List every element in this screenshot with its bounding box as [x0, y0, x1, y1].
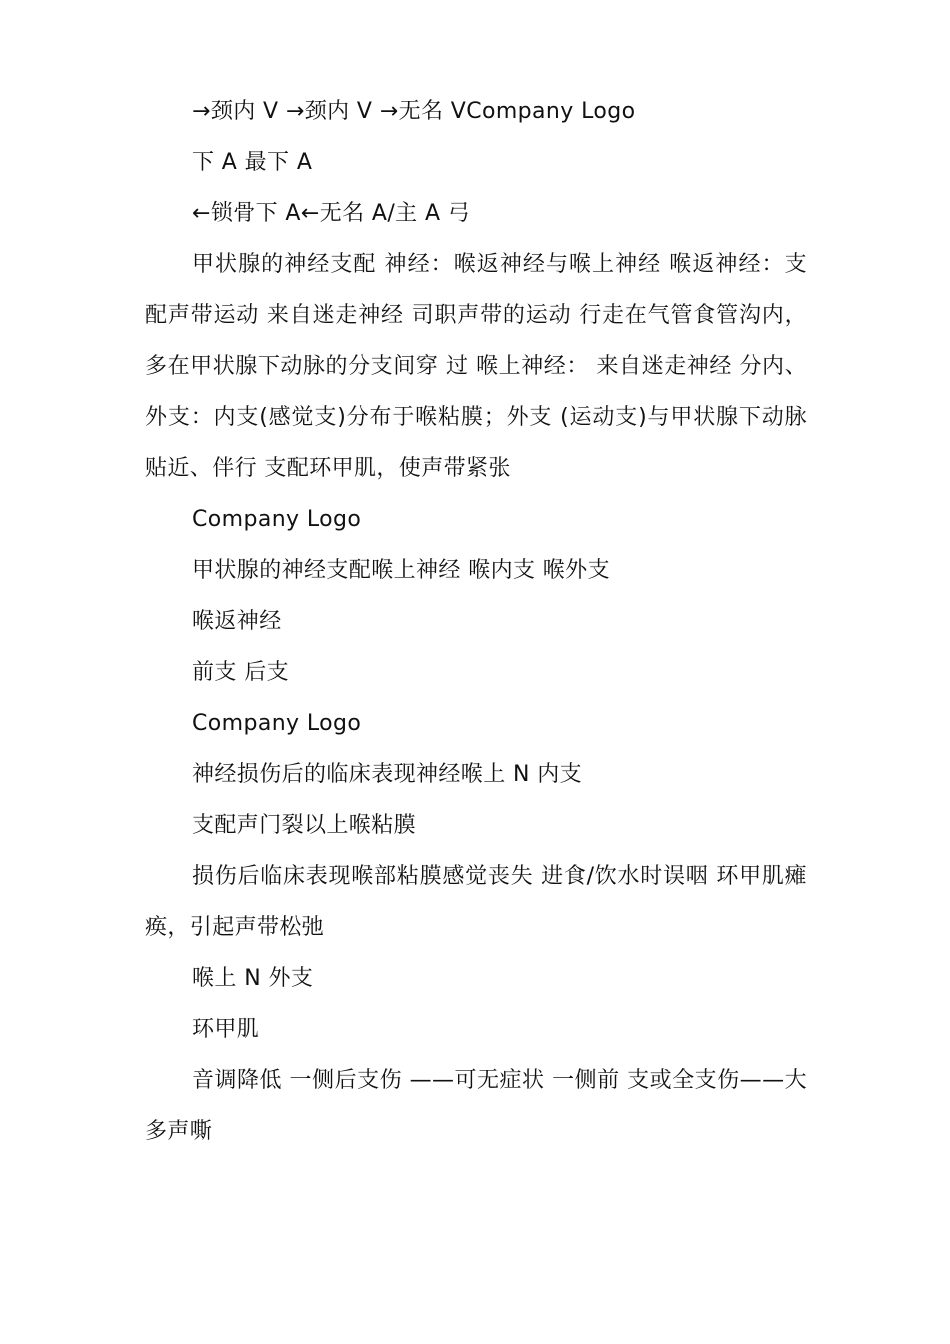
paragraph-nerve-supply: 甲状腺的神经支配 神经：喉返神经与喉上神经 喉返神经：支配声带运动 来自迷走神经 司职声带的运动 行走在气管食管沟内，多在甲状腺下动脉的分支间穿 过 喉上神经： 来自迷走神经 分内、外支：内支(感觉支)分布于喉粘膜；外支 (运动支)与甲状腺下动脉贴近、伴行 支配环甲肌，使声带紧张: [145, 252, 807, 481]
paragraph-lowest-artery: 下 A 最下 A: [192, 150, 313, 175]
paragraph-artery-origin: ←锁骨下 A←无名 A/主 A 弓: [192, 201, 471, 226]
paragraph-external-branch: 喉上 N 外支: [192, 966, 314, 991]
paragraph-injury-presentation: 损伤后临床表现喉部粘膜感觉丧失 进食/饮水时误咽 环甲肌瘫痪，引起声带松弛: [145, 864, 807, 940]
paragraph-vein-drainage: →颈内 V →颈内 V →无名 VCompany Logo: [192, 99, 636, 124]
document-body: [145, 86, 807, 1157]
paragraph-company-logo-1: Company Logo: [192, 507, 362, 532]
paragraph-cricothyroid: 环甲肌: [192, 1017, 260, 1042]
paragraph-branches: 前支 后支: [192, 660, 289, 685]
paragraph-superior-laryngeal: 甲状腺的神经支配喉上神经 喉内支 喉外支: [192, 558, 610, 583]
paragraph-recurrent-laryngeal: 喉返神经: [192, 609, 282, 634]
paragraph-innervation: 支配声门裂以上喉粘膜: [192, 813, 417, 838]
paragraph-voice-change: 音调降低 一侧后支伤 ——可无症状 一侧前 支或全支伤——大多声嘶: [145, 1068, 807, 1144]
paragraph-company-logo-2: Company Logo: [192, 711, 362, 736]
paragraph-injury-title: 神经损伤后的临床表现神经喉上 N 内支: [192, 762, 583, 787]
